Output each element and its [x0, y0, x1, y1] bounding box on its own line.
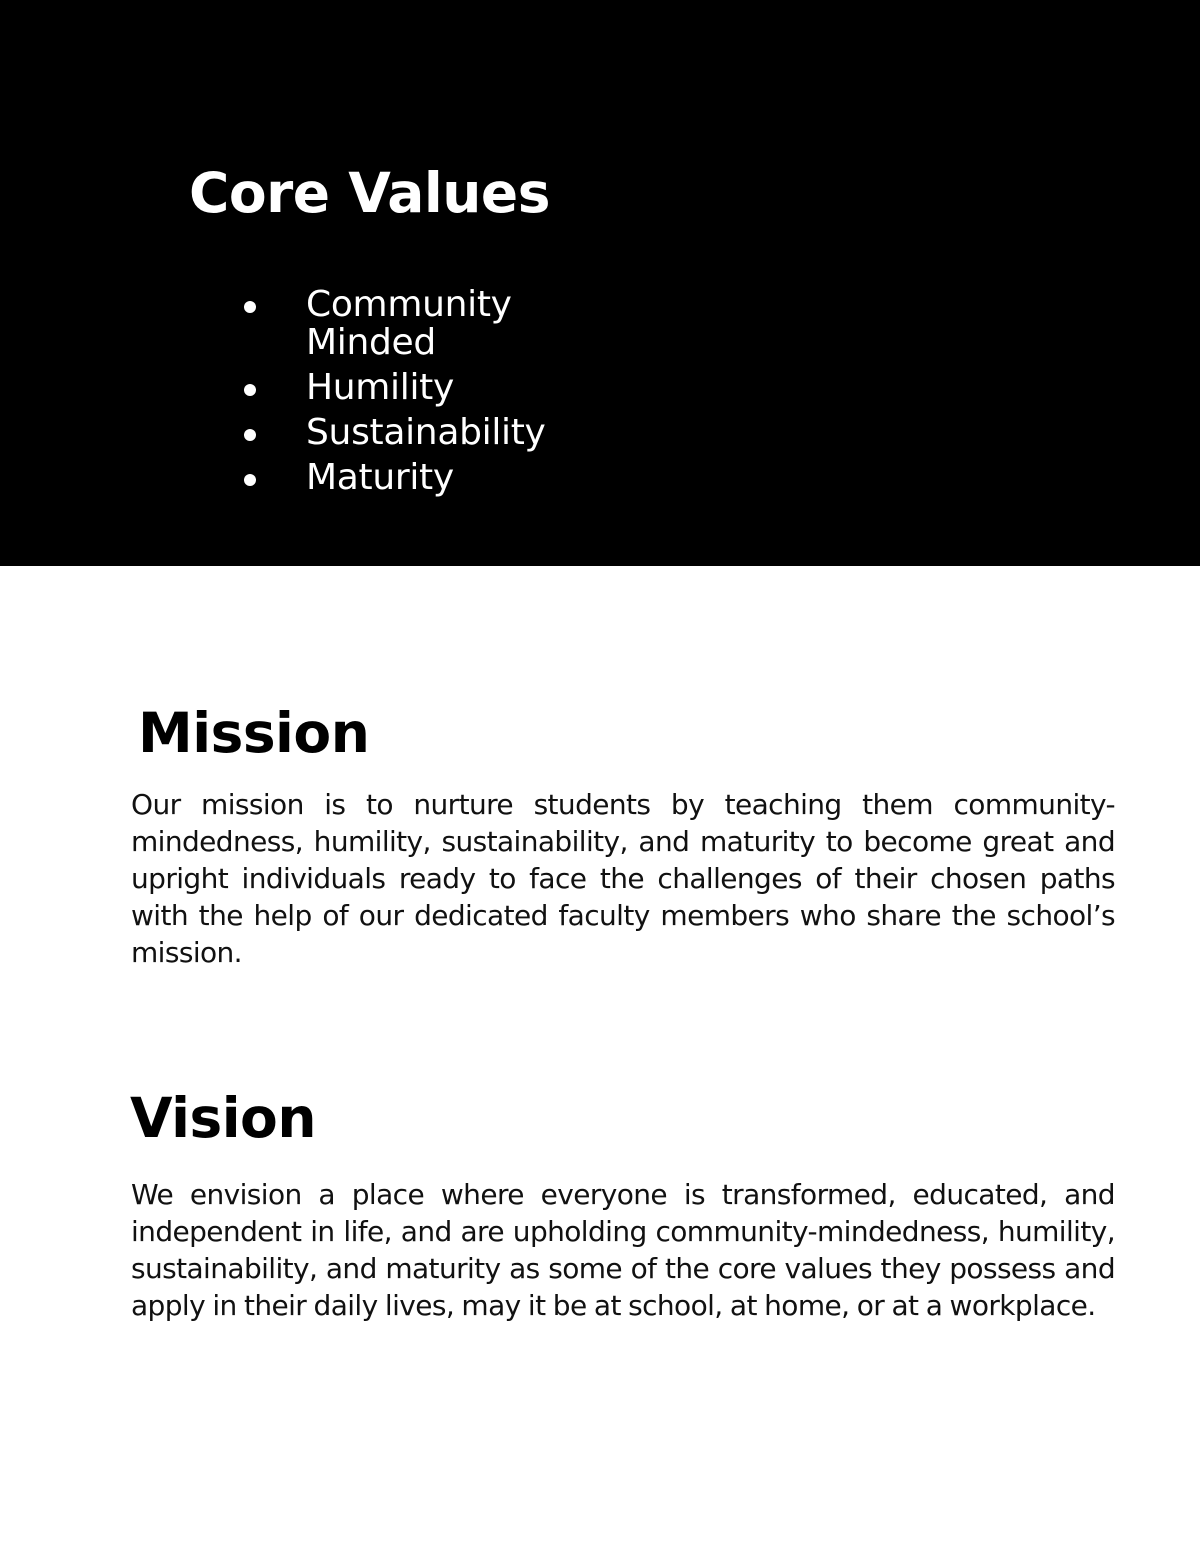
list-item: [240, 459, 560, 497]
bullet-icon: [244, 474, 256, 486]
core-values-heading: Core Values: [189, 161, 550, 225]
core-value-label: Humility: [306, 367, 454, 408]
list-item: [240, 286, 560, 362]
list-item: [240, 414, 560, 452]
mission-paragraph: Our mission is to nurture students by teaching them community-mindedness, humility, sustainability, and maturity to become great and upright individuals ready to face the challenges of their chosen paths with the help of our dedicated faculty members who share the school’s mission.: [131, 788, 1115, 969]
core-values-list: [240, 286, 560, 504]
core-value-label: Sustainability: [306, 412, 546, 453]
bullet-icon: [244, 429, 256, 441]
bullet-icon: [244, 301, 256, 313]
vision-heading: Vision: [130, 1086, 316, 1150]
core-value-label: Community Minded: [306, 284, 512, 363]
list-item: [240, 369, 560, 407]
bullet-icon: [244, 384, 256, 396]
mission-heading: Mission: [138, 701, 370, 765]
core-values-banner: [0, 0, 1200, 566]
core-value-label: Maturity: [306, 457, 454, 498]
vision-paragraph: We envision a place where everyone is transformed, educated, and independent in life, and are upholding community-mindedness, humility, sustainability, and maturity as some of the core values they possess and apply in their daily lives, may it be at school, at home, or at a workplace.: [131, 1178, 1115, 1322]
